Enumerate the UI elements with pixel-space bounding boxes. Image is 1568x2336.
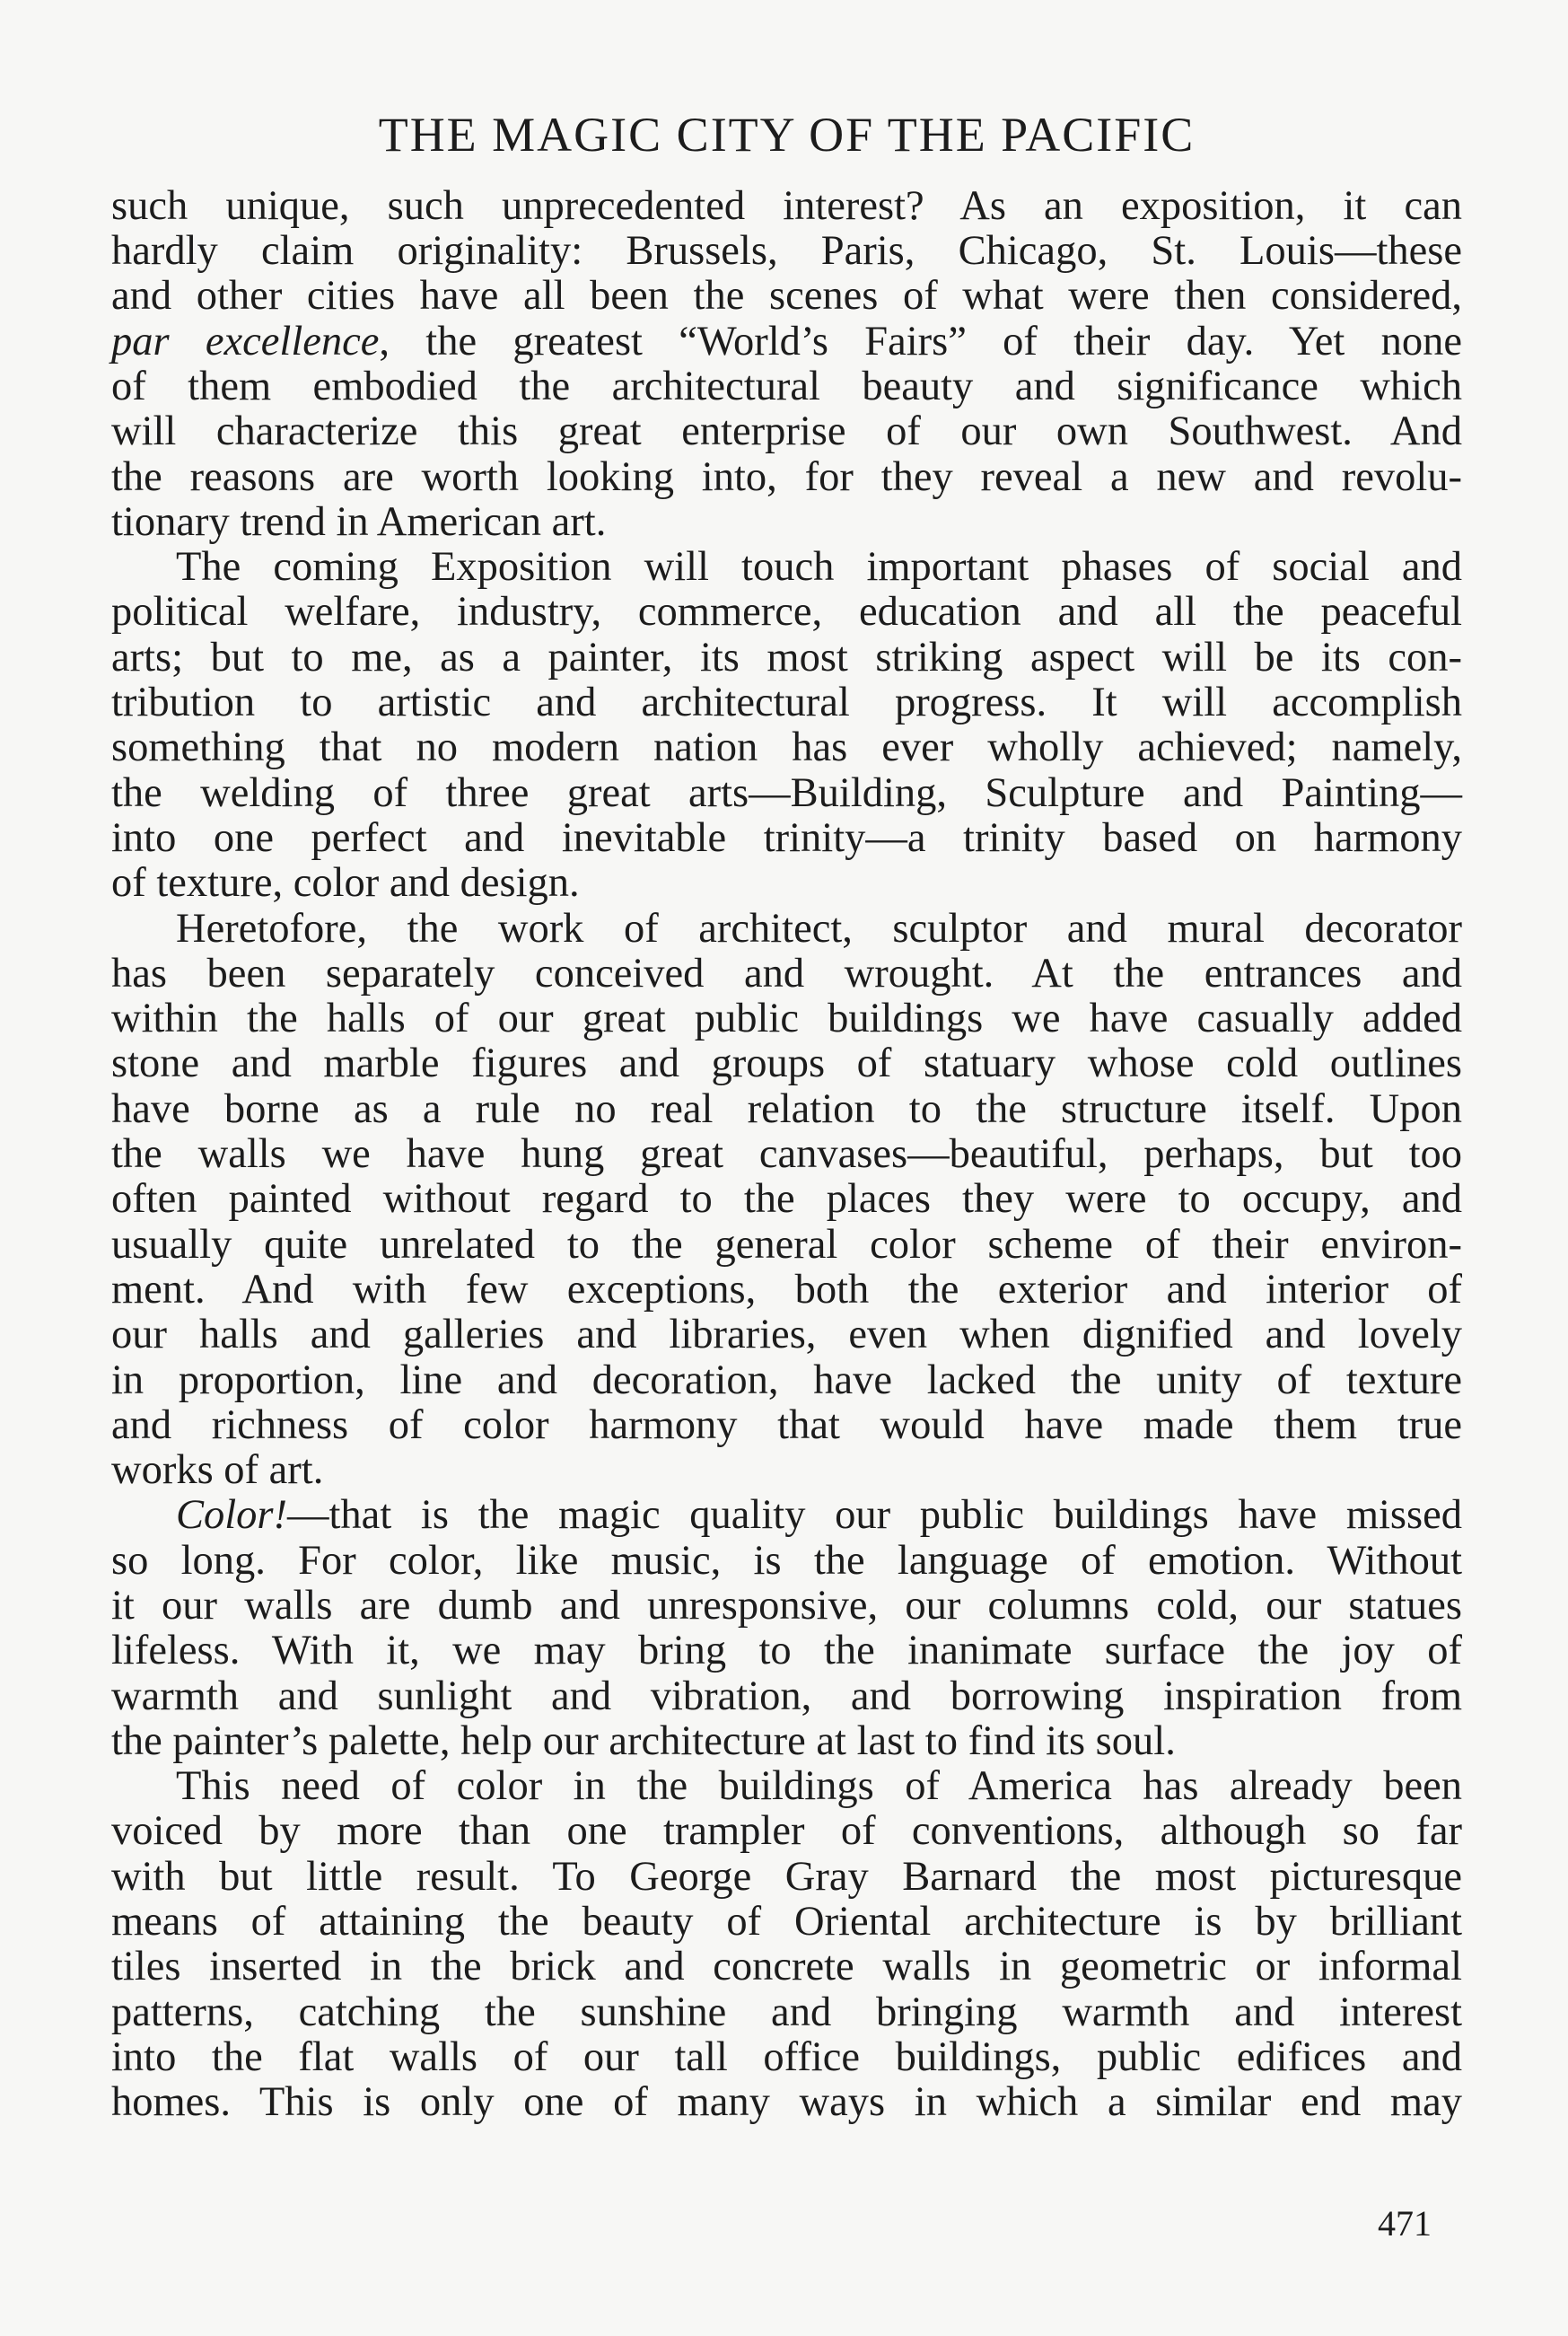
page (111, 106, 1462, 2126)
body-text (111, 184, 1462, 2126)
text-line: in proportion, line and decoration, have lacked the unity of texture (111, 1357, 1462, 1403)
text-line: warmth and sunlight and vibration, and borrowing inspiration from (111, 1673, 1462, 1719)
text-line: something that no modern nation has ever wholly achieved; namely, (111, 725, 1462, 771)
text-line: the painter’s palette, help our architecture at last to find its soul. (111, 1717, 1176, 1764)
text-line: such unique, such unprecedented interest? As an exposition, it can (111, 182, 1462, 229)
text-line: Color!—that is the magic quality our public buildings have missed (176, 1492, 1462, 1539)
text-line: stone and marble figures and groups of statuary whose cold outlines (111, 1041, 1462, 1087)
text-line: The coming Exposition will touch important phases of social and (176, 544, 1462, 591)
text-line: and other cities have all been the scenes of what were then considered, (111, 273, 1462, 320)
text-line: with but little result. To George Gray Barnard the most picturesque (111, 1853, 1462, 1900)
text-line: it our walls are dumb and unresponsive, our columns cold, our statues (111, 1583, 1462, 1629)
text-line: the welding of three great arts—Building, Sculpture and Painting— (111, 769, 1462, 816)
paragraph (111, 907, 1462, 1494)
text-line: will characterize this great enterprise of our own Southwest. And (111, 408, 1462, 455)
text-line: often painted without regard to the places they were to occupy, and (111, 1176, 1462, 1223)
text-line: and richness of color harmony that would have made them true (111, 1401, 1462, 1448)
text-line: our halls and galleries and libraries, even when dignified and lovely (111, 1312, 1462, 1358)
paragraph (111, 184, 1462, 545)
text-line: of texture, color and design. (111, 860, 580, 907)
text-line: Heretofore, the work of architect, sculptor and mural decorator (176, 905, 1462, 952)
text-line: tiles inserted in the brick and concrete walls in geometric or informal (111, 1944, 1462, 1990)
text-line: ment. And with few exceptions, both the exterior and interior of (111, 1266, 1462, 1313)
text-line: This need of color in the buildings of America has already been (176, 1763, 1462, 1810)
running-head: THE MAGIC CITY OF THE PACIFIC (378, 108, 1196, 162)
text-line: works of art. (111, 1447, 324, 1494)
text-line: so long. For color, like music, is the language of emotion. Without (111, 1537, 1462, 1584)
text-line: patterns, catching the sunshine and bringing warmth and interest (111, 1989, 1462, 2035)
text-line: political welfare, industry, commerce, education and all the peaceful (111, 589, 1462, 636)
text-line: have borne as a rule no real relation to the structure itself. Upon (111, 1085, 1462, 1132)
text-line: hardly claim originality: Brussels, Paris, Chicago, St. Louis—these (111, 228, 1462, 275)
text-line: means of attaining the beauty of Oriental architecture is by brilliant (111, 1899, 1462, 1945)
paragraph (111, 545, 1462, 906)
paragraph (111, 1493, 1462, 1764)
text-line: within the halls of our great public buildings we have casually added (111, 996, 1462, 1042)
text-line: tionary trend in American art. (111, 498, 607, 545)
text-line: usually quite unrelated to the general color scheme of their environ- (111, 1221, 1462, 1268)
page-number: 471 (1378, 2203, 1432, 2244)
text-line: the walls we have hung great canvases—beautiful, perhaps, but too (111, 1131, 1462, 1178)
paragraph (111, 1764, 1462, 2125)
text-line: voiced by more than one trampler of conventions, although so far (111, 1808, 1462, 1855)
text-line: into the flat walls of our tall office buildings, public edifices and (111, 2033, 1462, 2080)
text-line: homes. This is only one of many ways in which a similar end may (111, 2079, 1462, 2126)
text-line: of them embodied the architectural beauty and significance which (111, 363, 1462, 409)
text-line: tribution to artistic and architectural progress. It will accomplish (111, 680, 1462, 726)
text-line: has been separately conceived and wrought. At the entrances and (111, 950, 1462, 997)
text-line: into one perfect and inevitable trinity—a trinity based on harmony (111, 814, 1462, 861)
text-line: the reasons are worth looking into, for they reveal a new and revolu- (111, 453, 1462, 500)
text-line: lifeless. With it, we may bring to the inanimate surface the joy of (111, 1628, 1462, 1674)
text-line: arts; but to me, as a painter, its most striking aspect will be its con- (111, 634, 1462, 681)
text-line: par excellence, the greatest “World’s Fairs” of their day. Yet none (111, 318, 1462, 364)
